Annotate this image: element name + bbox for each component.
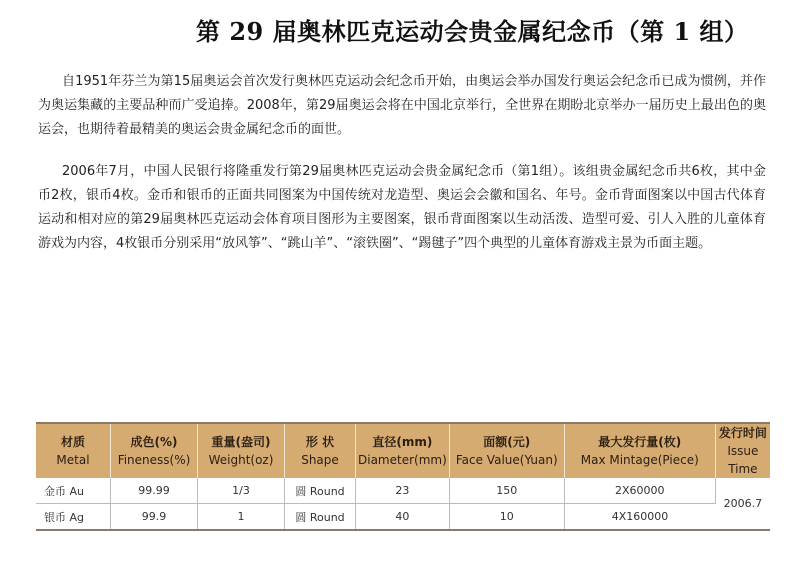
header-en: Issue Time: [727, 444, 759, 476]
page-title: 第 29 届奥林匹克运动会贵金属纪念币（第 1 组）: [196, 17, 749, 46]
cell-metal: 银币 Ag: [36, 504, 111, 531]
cell-fineness: 99.99: [111, 478, 198, 504]
table-header-row: [36, 423, 770, 478]
header-cn: 材质: [60, 435, 85, 449]
header-cn: 最大发行量(枚): [598, 435, 682, 449]
header-en: Max Mintage(Piece): [580, 453, 699, 467]
header-diameter: [356, 423, 450, 478]
table-row: [36, 504, 770, 531]
cell-issue-time: 2006.7: [715, 478, 770, 530]
header-cn: 面额(元): [483, 435, 531, 449]
header-weight: [198, 423, 285, 478]
header-face-value: [449, 423, 564, 478]
header-en: Shape: [301, 453, 339, 467]
table-row: [36, 478, 770, 504]
cell-fineness: 99.9: [111, 504, 198, 531]
intro-paragraph: 自1951年芬兰为第15届奥运会首次发行奥林匹克运动会纪念币开始，由奥运会举办国发行奥运会纪念币已成为惯例，并作为奥运集藏的主要品种而广受追捧。2008年，第29届奥运会将在中国北京举行，全世界在期盼北京举办一届历史上最出色的奥运会，也期待着最精美的奥运会贵金属纪念币的面世。: [38, 74, 766, 137]
header-cn: 重量(盎司): [211, 435, 271, 449]
cell-shape: 圆 Round: [285, 478, 356, 504]
header-fineness: [111, 423, 198, 478]
header-issue-time: [715, 423, 770, 478]
header-en: Face Value(Yuan): [455, 453, 558, 467]
cell-mintage: 4X160000: [564, 504, 715, 531]
cell-mintage: 2X60000: [564, 478, 715, 504]
header-cn: 直径(mm): [372, 435, 433, 449]
header-en: Metal: [56, 453, 90, 467]
issue-paragraph: 2006年7月，中国人民银行将隆重发行第29届奥林匹克运动会贵金属纪念币（第1组）。该组贵金属纪念币共6枚，其中金币2枚，银币4枚。金币和银币的正面共同图案为中国传统对龙造型、奥运会会徽和国名、年号。金币背面图案以中国古代体育运动和相对应的第29届奥林匹克运动会体育项目图形为主要图案，银币背面图案以生动活泼、造型可爱、引人入胜的儿童体育游戏为内容，4枚银币分别采用“放风筝”、“跳山羊”、“滚铁圈”、“踢毽子”四个典型的儿童体育游戏主景为币面主题。: [38, 164, 766, 251]
header-mintage: [564, 423, 715, 478]
header-cn: 发行时间: [718, 426, 767, 440]
cell-shape: 圆 Round: [285, 504, 356, 531]
cell-diameter: 40: [356, 504, 450, 531]
header-cn: 形 状: [305, 435, 335, 449]
cell-weight: 1/3: [198, 478, 285, 504]
cell-diameter: 23: [356, 478, 450, 504]
header-metal: [36, 423, 111, 478]
cell-metal: 金币 Au: [36, 478, 111, 504]
header-en: Weight(oz): [208, 453, 274, 467]
cell-weight: 1: [198, 504, 285, 531]
header-en: Diameter(mm): [358, 453, 447, 467]
header-shape: [285, 423, 356, 478]
cell-face-value: 150: [449, 478, 564, 504]
cell-face-value: 10: [449, 504, 564, 531]
specifications-table: [36, 422, 770, 531]
header-en: Fineness(%): [117, 453, 191, 467]
header-cn: 成色(%): [130, 435, 178, 449]
